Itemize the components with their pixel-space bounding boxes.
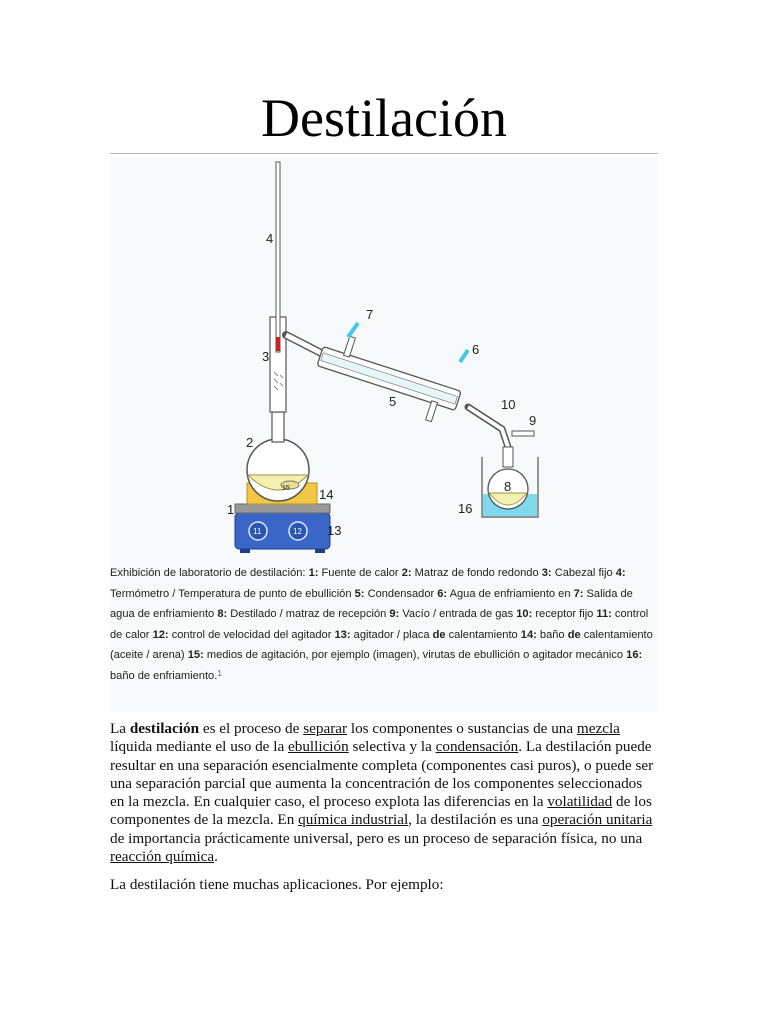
label-14: 14: [319, 487, 334, 502]
water-outlet-arrow: [348, 323, 358, 337]
page-title: Destilación: [261, 88, 507, 148]
label-7: 7: [366, 307, 374, 322]
caption-key: 11:: [596, 608, 612, 620]
link-separar[interactable]: separar: [303, 720, 348, 737]
label-1: 1: [227, 502, 235, 517]
caption-value: Termómetro / Temperatura de punto de ebullición: [110, 587, 355, 600]
hotplate-foot-left: [240, 549, 250, 553]
round-bottom-flask: [247, 439, 309, 501]
link-condensacion[interactable]: condensación: [435, 738, 519, 756]
caption-key: 16:: [626, 649, 643, 661]
label-4: 4: [266, 231, 274, 246]
caption-value: receptor fijo: [532, 608, 597, 620]
caption-key: 2:: [401, 567, 412, 579]
vacuum-inlet: [512, 431, 534, 436]
caption-value: control de velocidad del agitador: [168, 628, 335, 641]
receiving-flask-neck: [503, 447, 513, 467]
caption-key: 7:: [573, 587, 584, 600]
caption-key: 14:: [520, 628, 537, 641]
text: de los componentes de la mezcla. En: [110, 793, 652, 829]
article-body: [110, 720, 658, 905]
label-5: 5: [389, 394, 397, 409]
link-ebullicion[interactable]: ebullición: [287, 738, 349, 756]
label-11: 11: [253, 527, 262, 536]
caption-value: Destilado / matraz de recepción: [227, 608, 390, 620]
distillation-figure: [110, 157, 658, 712]
label-2: 2: [246, 435, 254, 450]
label-9: 9: [529, 413, 537, 428]
label-16: 16: [458, 501, 473, 516]
link-reaccion-quimica[interactable]: reacción química: [110, 848, 215, 866]
caption-value: Fuente de calor: [318, 567, 402, 579]
caption-value: Salida de agua de enfriamiento: [110, 587, 633, 620]
thermometer-bulb: [276, 337, 280, 351]
caption-key: 13:: [334, 628, 351, 641]
link-operacion-unitaria[interactable]: operación unitaria: [542, 811, 653, 829]
caption-value: baño: [536, 628, 568, 641]
condenser: [311, 329, 466, 427]
caption-key: 15:: [187, 649, 204, 661]
label-10: 10: [501, 397, 516, 412]
caption-key: 5:: [354, 587, 365, 600]
caption-value: Vacío / entrada de gas: [399, 608, 517, 620]
reference-link[interactable]: 1: [217, 668, 222, 678]
link-quimica-industrial[interactable]: química industrial: [298, 811, 409, 829]
title-divider: [110, 153, 658, 154]
caption-key: de: [432, 628, 446, 641]
caption-key: 4:: [615, 567, 626, 579]
caption-value: calentamiento (aceite / arena): [110, 628, 653, 661]
text: .: [214, 848, 218, 866]
caption-key: de: [567, 628, 581, 641]
water-inlet-arrow: [460, 350, 468, 362]
caption-key: 12:: [152, 628, 169, 641]
text: los componentes o sustancias de una: [347, 720, 577, 737]
caption-intro: Exhibición de laboratorio de destilación:: [110, 567, 309, 579]
caption-key: 3:: [541, 567, 552, 579]
caption-key: 1:: [308, 567, 319, 579]
caption-value: Cabezal fijo: [551, 567, 616, 579]
caption-key: 8:: [217, 608, 228, 620]
label-13: 13: [327, 523, 342, 538]
receiver-adapter-inner: [468, 407, 508, 447]
caption-key: 10:: [516, 608, 533, 620]
text: . La destilación puede resultar en una separación esencialmente completa (componentes casi puros), o puede ser una separación parcial que aumenta la concentración de los componentes seleccionados en la mezcla. En cualquier caso, el proceso explota las diferencias en la: [110, 738, 654, 811]
label-3: 3: [262, 349, 270, 364]
text: líquida mediante el uso de la: [110, 738, 288, 756]
text: La: [110, 720, 130, 737]
caption-value: control de calor: [110, 608, 649, 641]
side-arm-inner: [286, 335, 325, 355]
text: de importancia prácticamente universal, pero es un proceso de separación física, no una: [110, 829, 643, 847]
caption-value: baño de enfriamiento.: [110, 669, 218, 682]
figure-caption: [110, 563, 658, 686]
label-12: 12: [293, 527, 302, 536]
caption-value: medios de agitación, por ejemplo (imagen), virutas de ebullición o agitador mecánico: [203, 649, 627, 661]
text: es el proceso de: [199, 720, 304, 737]
term-destilacion: destilación: [129, 720, 200, 737]
caption-value: Matraz de fondo redondo: [411, 567, 542, 579]
hotplate-foot-right: [315, 549, 325, 553]
text: selectiva y la: [348, 738, 436, 756]
thermometer: [276, 162, 280, 352]
caption-value: calentamiento: [445, 628, 521, 641]
text: , la destilación es una: [408, 811, 543, 829]
caption-value: Agua de enfriamiento en: [447, 587, 574, 600]
link-mezcla[interactable]: mezcla: [576, 720, 620, 737]
flask-neck: [272, 412, 284, 442]
link-volatilidad[interactable]: volatilidad: [547, 793, 613, 811]
distillation-apparatus-diagram: [110, 157, 658, 557]
label-15: 15: [282, 485, 290, 492]
caption-key: 9:: [389, 608, 400, 620]
caption-key: 6:: [437, 587, 448, 600]
label-6: 6: [472, 342, 480, 357]
paragraph-intro: [110, 720, 658, 866]
label-8: 8: [504, 479, 512, 494]
heat-source-plate: [235, 504, 330, 513]
caption-value: agitador / placa: [350, 628, 433, 641]
caption-value: Condensador: [364, 587, 438, 600]
paragraph-applications: La destilación tiene muchas aplicaciones. Por ejemplo:: [110, 876, 444, 894]
